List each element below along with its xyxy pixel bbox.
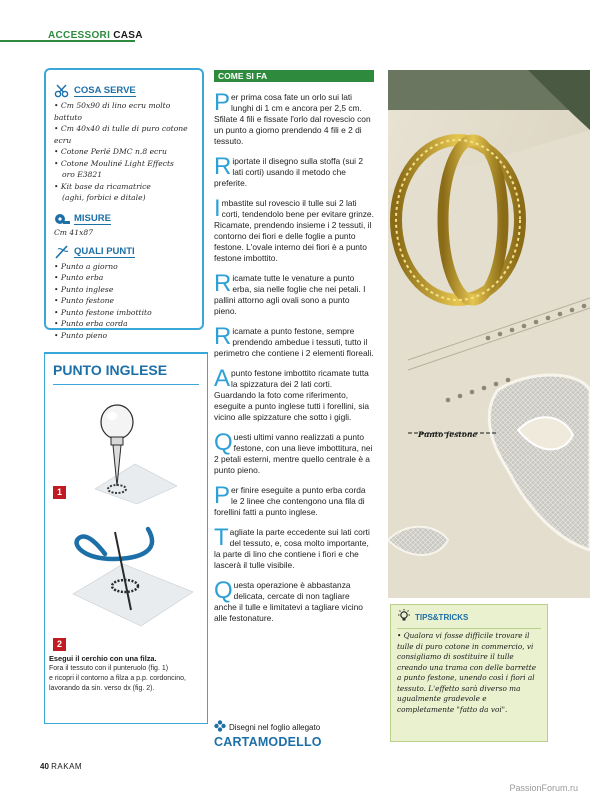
punto-inglese-title: PUNTO INGLESE bbox=[53, 362, 168, 378]
caption-line: Fora il tessuto con il punteruolo (fig. 1) bbox=[49, 665, 169, 672]
punto-inglese-rule bbox=[53, 384, 199, 385]
caption-title: Esegui il cerchio con una filza. bbox=[49, 654, 157, 663]
section-label: ACCESSORI bbox=[48, 30, 111, 41]
stitch-item: • Punto festone bbox=[54, 296, 115, 305]
measures-heading: MISURE bbox=[54, 212, 194, 226]
materials-list bbox=[54, 100, 194, 204]
magazine-name: RAKAM bbox=[51, 762, 83, 771]
stitches-heading: QUALI PUNTI bbox=[54, 245, 194, 259]
caption-line: lavorando da sin. verso dx (fig. 2). bbox=[49, 685, 155, 692]
page-number: 40 bbox=[40, 762, 49, 771]
lightbulb-icon bbox=[397, 609, 411, 625]
figure-2-label: 2 bbox=[53, 638, 66, 651]
tips-rule bbox=[397, 628, 541, 629]
stitch-item: • Punto festone imbottito bbox=[54, 307, 152, 317]
subsection-label: CASA bbox=[113, 30, 143, 41]
stitch-item: • Punto inglese bbox=[54, 284, 114, 294]
materials-item: oro E3821 bbox=[62, 170, 103, 179]
photo-label: Punto festone bbox=[418, 430, 478, 439]
pattern-brand: CARTAMODELLO bbox=[214, 735, 322, 749]
materials-item: • Cm 40x40 di tulle di puro cotone ecru bbox=[54, 124, 188, 145]
materials-item: (aghi, forbici e ditale) bbox=[62, 193, 146, 202]
watermark: PassionForum.ru bbox=[509, 783, 578, 793]
section-header bbox=[48, 30, 143, 41]
punto-inglese-caption bbox=[49, 654, 205, 694]
materials-item: • Cm 50x90 di lino ecru molto battuto bbox=[54, 101, 171, 122]
tips-box bbox=[390, 604, 548, 742]
instruction-paragraph: Tagliate la parte eccedente sui lati corti del tessuto, e, cosa molto importante, la parte di lino che contiene i fiori e che lascerà il tulle visibile. bbox=[214, 524, 370, 570]
caption-line: e ricopri il contorno a filza a p.p. cordoncino, bbox=[49, 675, 186, 682]
flower-icon bbox=[214, 720, 226, 734]
materials-heading: COSA SERVE bbox=[54, 84, 194, 98]
stitches-list bbox=[54, 261, 194, 342]
figure-awl-illustration bbox=[85, 394, 185, 504]
tips-text: • Qualora vi fosse difficile trovare il tulle di puro cotone in commercio, vi consigliamo di sostituire il tulle creando una trama con delle barrette a punto festone, unendo così i fiori al tessuto. L'effetto sarà diverso ma ugualmente gradevole e completamente "fatto da voi". bbox=[397, 631, 537, 714]
instruction-paragraph: Ricamate a punto festone, sempre prendendo ambedue i tessuti, tutto il perimetro che contiene i 2 elementi floreali. bbox=[214, 323, 374, 358]
stitch-item: • Punto a giorno bbox=[54, 261, 118, 271]
figure-1-label: 1 bbox=[53, 486, 66, 499]
materials-item: • Cotone Perlé DMC n.8 ecru bbox=[54, 147, 167, 156]
tape-measure-icon bbox=[54, 212, 70, 226]
tips-heading: TIPS&TRICKS bbox=[397, 609, 541, 625]
instruction-paragraph: Questa operazione è abbastanza delicata, cercate di non tagliare anche il tulle e limitatevi a tagliare vicino alle festonature. bbox=[214, 577, 363, 623]
materials-item: • Cotone Mouliné Light Effects bbox=[54, 158, 174, 168]
instruction-paragraph: Ricamate tutte le venature a punto erba, sia nelle foglie che nei petali. I pallini attorno agli ovali sono a punto pieno. bbox=[214, 270, 366, 316]
needle-thread-icon bbox=[54, 245, 70, 259]
scissors-icon bbox=[54, 84, 70, 98]
measures-value: Cm 41x87 bbox=[54, 227, 94, 237]
how-to-instructions bbox=[214, 89, 374, 633]
punto-inglese-box bbox=[44, 352, 208, 724]
materials-item: • Kit base da ricamatrice bbox=[54, 181, 151, 191]
pattern-note: Disegni nel foglio allegato CARTAMODELLO bbox=[214, 720, 374, 749]
how-to-heading: COME SI FA bbox=[214, 70, 374, 82]
instruction-paragraph: Questi ultimi vanno realizzati a punto festone, con una lieve imbottitura, nei 2 petali esterni, mentre quello centrale è a punto pieno. bbox=[214, 429, 373, 475]
instruction-paragraph: Imbastite sul rovescio il tulle sui 2 lati corti, tendendolo bene per evitare grinze. Ricamate, prendendo insieme i 2 tessuti, il contorno dei fiori e delle foglie a punto festone. L'ovale interno dei fiori è a punto festone imbottito. bbox=[214, 195, 374, 263]
stitch-item: • Punto erba bbox=[54, 273, 104, 282]
materials-box bbox=[44, 68, 204, 340]
stitch-item: • Punto erba corda bbox=[54, 319, 128, 328]
instruction-paragraph: A punto festone imbottito ricamate tutta la spizzatura dei 2 lati corti. Guardando la foto come riferimento, eseguite a punto inglese tutti i forellini, sia vicino alle spizzature che sotto i gigli. bbox=[214, 365, 370, 422]
embroidery-photo bbox=[388, 70, 590, 598]
instruction-paragraph: Riportate il disegno sulla stoffa (sui 2 lati corti) usando il metodo che preferite. bbox=[214, 153, 364, 188]
instruction-paragraph: Per finire eseguite a punto erba corda le 2 linee che contengono una fila di forellini fatti a punto inglese. bbox=[214, 482, 366, 517]
page-footer bbox=[40, 762, 82, 771]
figure-needle-illustration bbox=[53, 514, 203, 634]
stitch-item: • Punto pieno bbox=[54, 330, 108, 340]
instruction-paragraph: Per prima cosa fate un orlo sui lati lunghi di 1 cm e ancora per 2,5 cm. Sfilate 4 fili e fissate l'orlo dal rovescio con un punto a giorno prendendo 4 fili e 2 di tessuto. bbox=[214, 89, 371, 146]
